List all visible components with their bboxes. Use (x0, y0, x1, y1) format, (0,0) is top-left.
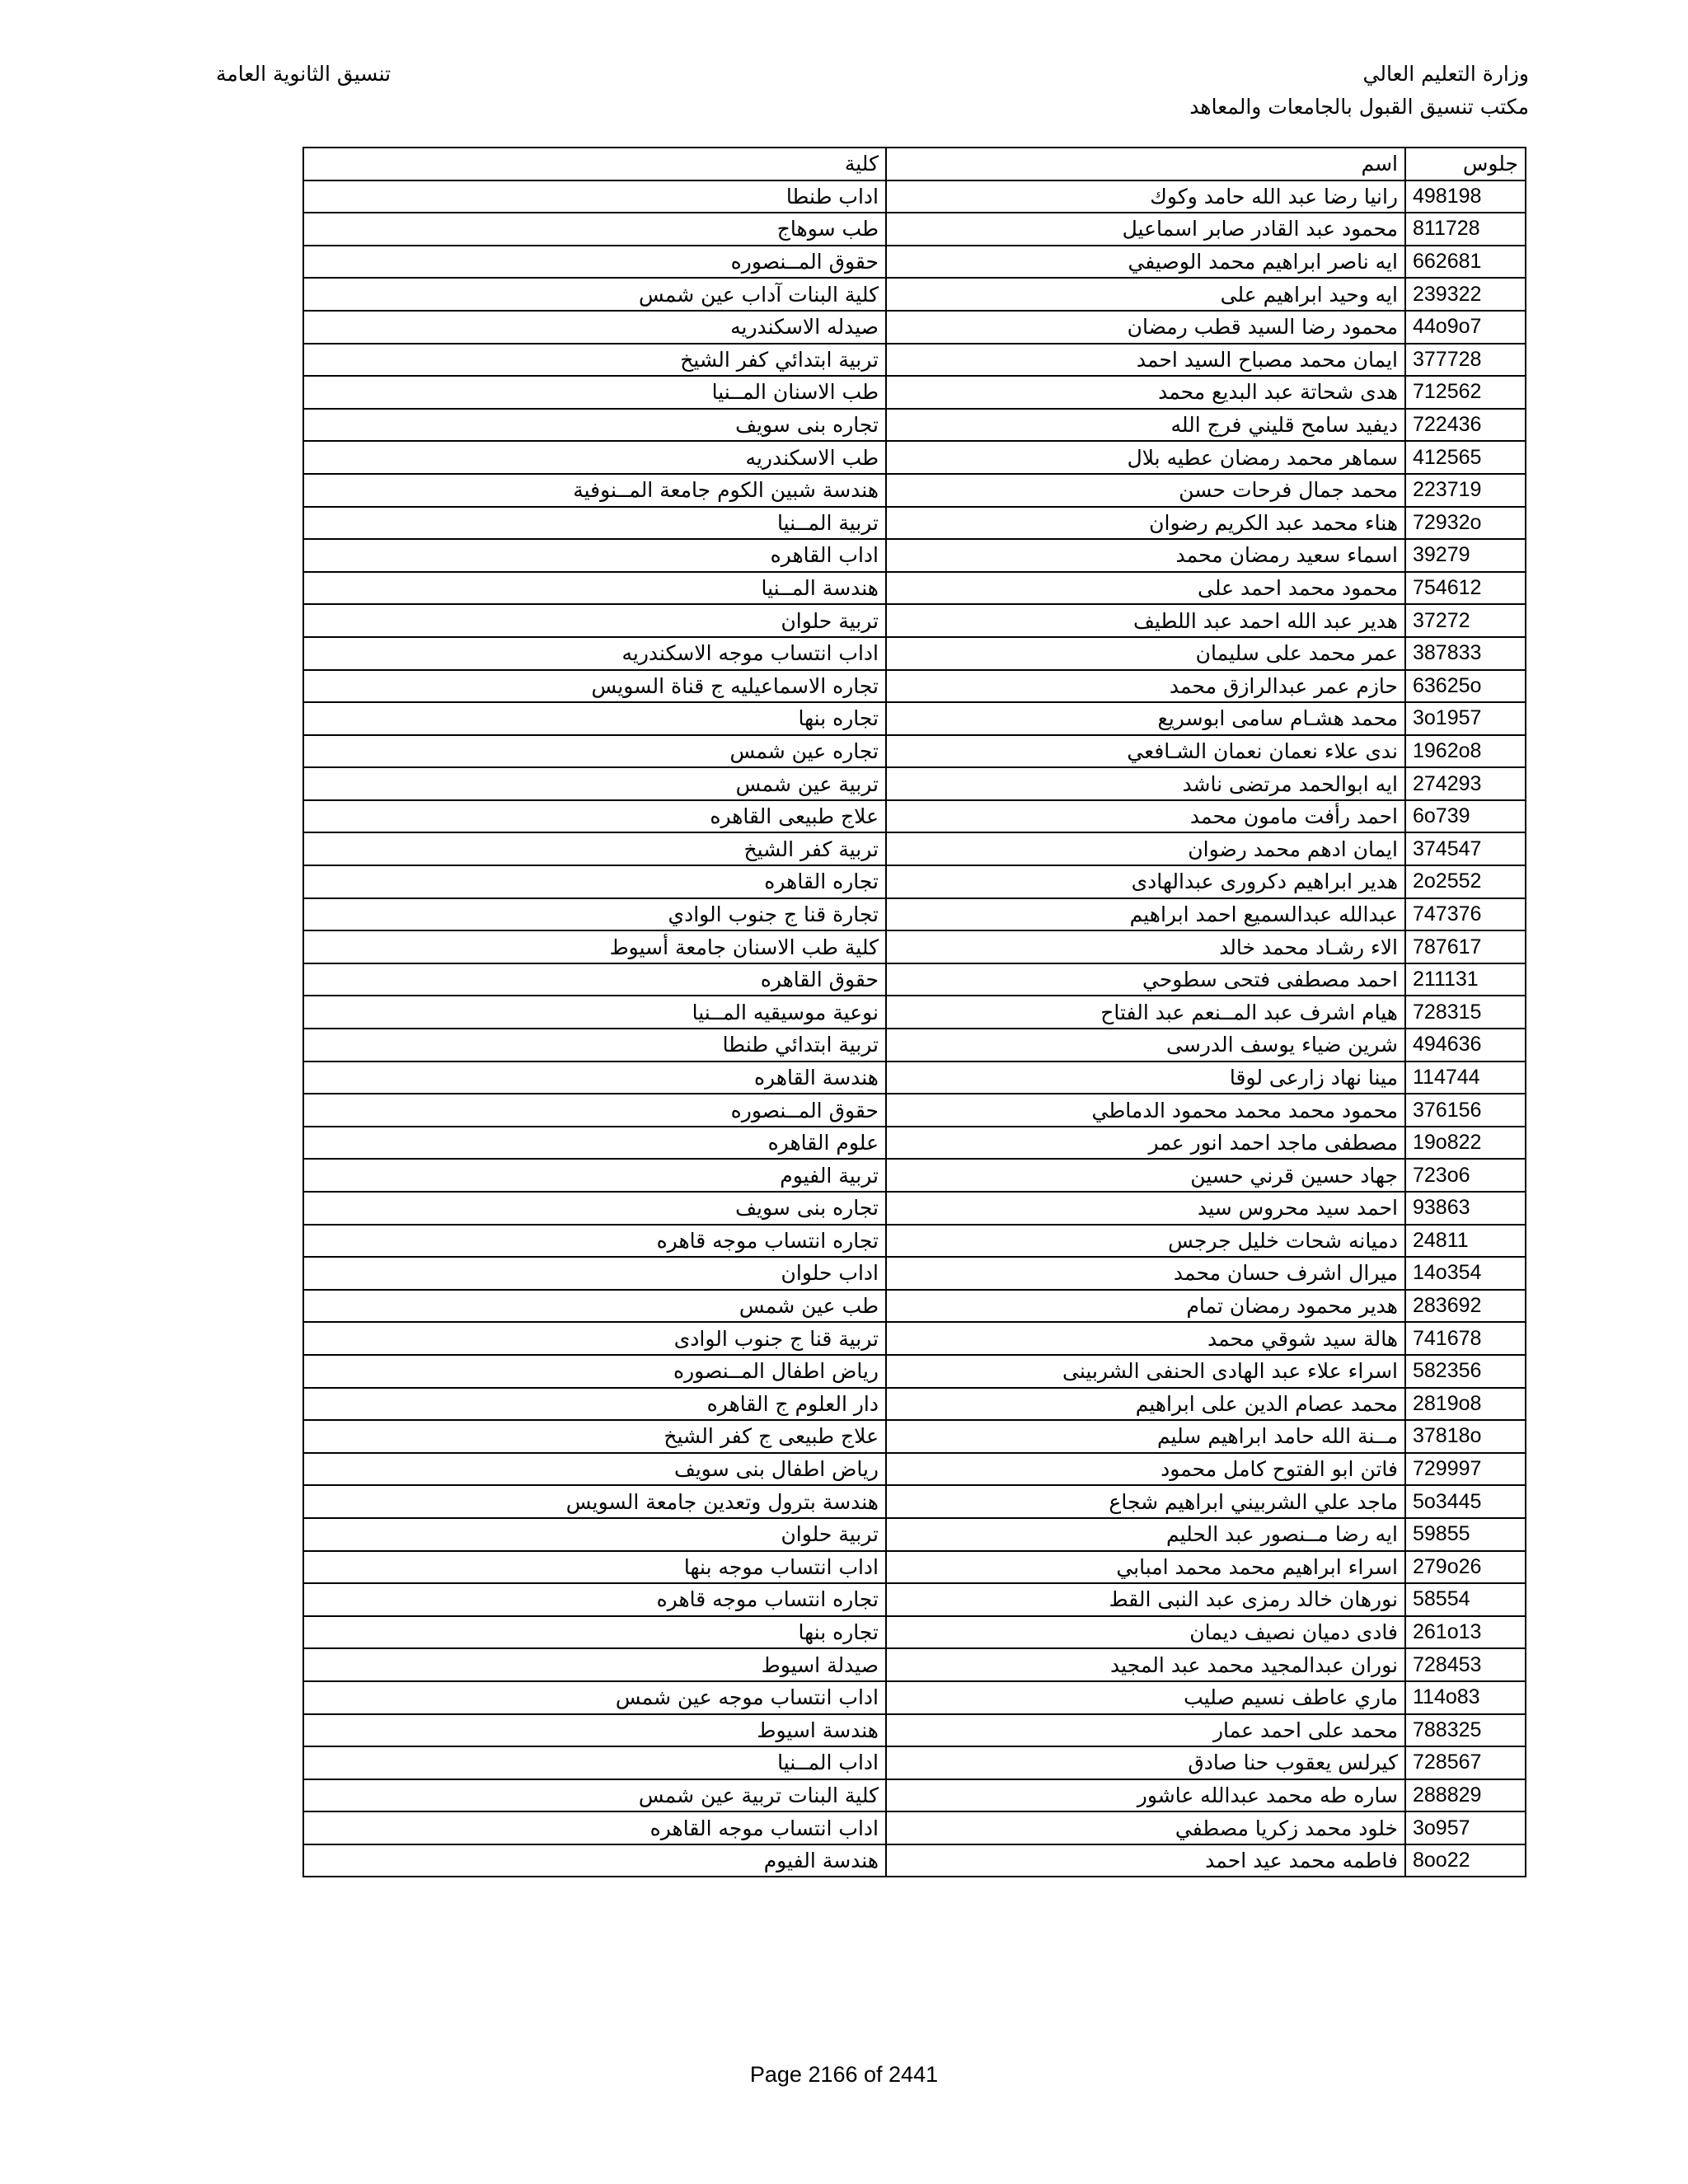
seat-number-cell: 728315 (1405, 996, 1526, 1029)
table-row (303, 1127, 1526, 1160)
seat-number-cell: 376156 (1405, 1094, 1526, 1127)
seat-number-cell: 223719 (1405, 474, 1526, 507)
faculty-cell: تربية حلوان (303, 604, 886, 637)
table-row (303, 246, 1526, 279)
faculty-cell: علاج طبيعى ج كفر الشيخ (303, 1420, 886, 1453)
student-name-cell: هدير ابراهيم دكرورى عبدالهادى (886, 865, 1405, 898)
student-name-cell: ايمان ادهم محمد رضوان (886, 832, 1405, 865)
student-name-cell: محمد هشـام سامى ابوسريع (886, 702, 1405, 735)
faculty-cell: تجاره بنى سويف (303, 1192, 886, 1225)
table-row (303, 963, 1526, 996)
table-row (303, 930, 1526, 963)
student-name-cell: نوران عبدالمجيد محمد عبد المجيد (886, 1648, 1405, 1681)
seat-number-cell: 6o739 (1405, 800, 1526, 833)
seat-number-cell: 283692 (1405, 1290, 1526, 1323)
seat-number-cell: 211131 (1405, 963, 1526, 996)
faculty-cell: علوم القاهره (303, 1127, 886, 1160)
seat-number-cell: 274293 (1405, 767, 1526, 800)
faculty-cell: اداب المــنيا (303, 1746, 886, 1779)
seat-number-cell: 14o354 (1405, 1257, 1526, 1290)
student-name-cell: ماجد علي الشربيني ابراهيم شجاع (886, 1485, 1405, 1518)
seat-number-cell: 728453 (1405, 1648, 1526, 1681)
seat-number-cell: 3o957 (1405, 1811, 1526, 1844)
seat-number-cell: 722436 (1405, 409, 1526, 442)
student-name-cell: محمد جمال فرحات حسن (886, 474, 1405, 507)
faculty-cell: طب الاسنان المــنيا (303, 376, 886, 409)
student-name-cell: حازم عمر عبدالرازق محمد (886, 670, 1405, 703)
student-name-cell: هدير عبد الله احمد عبد اللطيف (886, 604, 1405, 637)
table-row (303, 702, 1526, 735)
seat-number-cell: 288829 (1405, 1779, 1526, 1812)
table-row (303, 637, 1526, 670)
seat-number-cell: 59855 (1405, 1518, 1526, 1551)
student-name-cell: محمد عصام الدين على ابراهيم (886, 1388, 1405, 1421)
student-name-cell: نورهان خالد رمزى عبد النبى القط (886, 1583, 1405, 1616)
student-name-cell: ايمان محمد مصباح السيد احمد (886, 344, 1405, 377)
faculty-cell: صيدله الاسكندريه (303, 311, 886, 344)
faculty-cell: كلية طب الاسنان جامعة أسيوط (303, 930, 886, 963)
student-name-cell: الاء رشـاد محمد خالد (886, 930, 1405, 963)
table-row (303, 213, 1526, 246)
faculty-cell: اداب حلوان (303, 1257, 886, 1290)
student-name-cell: محمود محمد احمد على (886, 572, 1405, 605)
student-name-cell: اسماء سعيد رمضان محمد (886, 539, 1405, 572)
faculty-cell: تربية كفر الشيخ (303, 832, 886, 865)
student-name-cell: محمود محمد محمد محمود الدماطي (886, 1094, 1405, 1127)
table-row (303, 572, 1526, 605)
seat-number-cell: 2o2552 (1405, 865, 1526, 898)
seat-number-cell: 279o26 (1405, 1551, 1526, 1584)
seat-number-cell: 58554 (1405, 1583, 1526, 1616)
student-name-cell: عمر محمد على سليمان (886, 637, 1405, 670)
faculty-cell: اداب انتساب موجه عين شمس (303, 1681, 886, 1714)
student-name-cell: محمود رضا السيد قطب رمضان (886, 311, 1405, 344)
table-row (303, 278, 1526, 311)
table-row (303, 1714, 1526, 1747)
student-name-cell: احمد رأفت مامون محمد (886, 800, 1405, 833)
seat-number-cell: 412565 (1405, 441, 1526, 474)
seat-number-cell: 1962o8 (1405, 735, 1526, 768)
faculty-cell: هندسة اسيوط (303, 1714, 886, 1747)
faculty-cell: تجارة قنا ج جنوب الوادي (303, 898, 886, 931)
faculty-cell: تجاره الاسماعيليه ج قناة السويس (303, 670, 886, 703)
faculty-cell: تربية المــنيا (303, 507, 886, 540)
student-name-cell: ميرال اشرف حسان محمد (886, 1257, 1405, 1290)
student-name-cell: ايه رضا مــنصور عبد الحليم (886, 1518, 1405, 1551)
seat-number-cell: 787617 (1405, 930, 1526, 963)
table-row (303, 1225, 1526, 1258)
faculty-cell: طب الاسكندريه (303, 441, 886, 474)
faculty-cell: هندسة بترول وتعدين جامعة السويس (303, 1485, 886, 1518)
faculty-cell: تربية ابتدائي كفر الشيخ (303, 344, 886, 377)
office-title: مكتب تنسيق القبول بالجامعات والمعاهد (1189, 95, 1529, 119)
table-row (303, 800, 1526, 833)
student-name-cell: فاطمه محمد عيد احمد (886, 1844, 1405, 1877)
table-row (303, 376, 1526, 409)
faculty-cell: تجاره انتساب موجه قاهره (303, 1225, 886, 1258)
student-name-cell: ماري عاطف نسيم صليب (886, 1681, 1405, 1714)
faculty-cell: تربية قنا ج جنوب الوادى (303, 1322, 886, 1355)
faculty-cell: تجاره بنها (303, 1616, 886, 1649)
table-row (303, 311, 1526, 344)
table-row (303, 1322, 1526, 1355)
faculty-cell: طب سوهاج (303, 213, 886, 246)
table-row (303, 1453, 1526, 1486)
column-header-faculty: كلية (303, 148, 886, 180)
faculty-cell: تجاره بنها (303, 702, 886, 735)
student-name-cell: ديفيد سامح قليني فرج الله (886, 409, 1405, 442)
seat-number-cell: 374547 (1405, 832, 1526, 865)
student-name-cell: اسراء ابراهيم محمد محمد امبابي (886, 1551, 1405, 1584)
seat-number-cell: 39279 (1405, 539, 1526, 572)
student-name-cell: ساره طه محمد عبدالله عاشور (886, 1779, 1405, 1812)
seat-number-cell: 2819o8 (1405, 1388, 1526, 1421)
faculty-cell: رياض اطفال بنى سويف (303, 1453, 886, 1486)
table-row (303, 1159, 1526, 1192)
student-name-cell: عبدالله عبدالسميع احمد ابراهيم (886, 898, 1405, 931)
faculty-cell: تجاره بنى سويف (303, 409, 886, 442)
student-name-cell: مينا نهاد زارعى لوقا (886, 1062, 1405, 1094)
seat-number-cell: 747376 (1405, 898, 1526, 931)
student-name-cell: هالة سيد شوقي محمد (886, 1322, 1405, 1355)
faculty-cell: هندسة القاهره (303, 1062, 886, 1094)
table-row (303, 767, 1526, 800)
faculty-cell: تربية عين شمس (303, 767, 886, 800)
student-name-cell: هدير محمود رمضان تمام (886, 1290, 1405, 1323)
faculty-cell: حقوق المــنصوره (303, 246, 886, 279)
seat-number-cell: 3o1957 (1405, 702, 1526, 735)
seat-number-cell: 662681 (1405, 246, 1526, 279)
faculty-cell: نوعية موسيقيه المــنيا (303, 996, 886, 1029)
student-name-cell: سماهر محمد رمضان عطيه بلال (886, 441, 1405, 474)
seat-number-cell: 44o9o7 (1405, 311, 1526, 344)
table-row (303, 1616, 1526, 1649)
table-row (303, 996, 1526, 1029)
table-row (303, 1192, 1526, 1225)
seat-number-cell: 723o6 (1405, 1159, 1526, 1192)
faculty-cell: حقوق المــنصوره (303, 1094, 886, 1127)
faculty-cell: دار العلوم ج القاهره (303, 1388, 886, 1421)
seat-number-cell: 582356 (1405, 1355, 1526, 1388)
seat-number-cell: 24811 (1405, 1225, 1526, 1258)
seat-number-cell: 19o822 (1405, 1127, 1526, 1160)
admissions-table-body (303, 148, 1526, 1877)
table-row (303, 832, 1526, 865)
table-row (303, 1094, 1526, 1127)
seat-number-cell: 8oo22 (1405, 1844, 1526, 1877)
faculty-cell: علاج طبيعى القاهره (303, 800, 886, 833)
seat-number-cell: 114744 (1405, 1062, 1526, 1094)
coordination-title: تنسيق الثانوية العامة (216, 62, 392, 86)
faculty-cell: حقوق القاهره (303, 963, 886, 996)
faculty-cell: كلية البنات تربية عين شمس (303, 1779, 886, 1812)
table-row (303, 1811, 1526, 1844)
table-row (303, 1062, 1526, 1094)
seat-number-cell: 5o3445 (1405, 1485, 1526, 1518)
table-row (303, 1779, 1526, 1812)
student-name-cell: هدى شحاتة عبد البديع محمد (886, 376, 1405, 409)
table-row (303, 344, 1526, 377)
student-name-cell: كيرلس يعقوب حنا صادق (886, 1746, 1405, 1779)
student-name-cell: محمد على احمد عمار (886, 1714, 1405, 1747)
seat-number-cell: 494636 (1405, 1029, 1526, 1062)
faculty-cell: اداب انتساب موجه الاسكندريه (303, 637, 886, 670)
faculty-cell: اداب انتساب موجه القاهره (303, 1811, 886, 1844)
column-header-seat: جلوس (1405, 148, 1526, 180)
table-row (303, 1485, 1526, 1518)
faculty-cell: هندسة المــنيا (303, 572, 886, 605)
seat-number-cell: 788325 (1405, 1714, 1526, 1747)
student-name-cell: احمد مصطفى فتحى سطوحي (886, 963, 1405, 996)
table-row (303, 735, 1526, 768)
seat-number-cell: 37272 (1405, 604, 1526, 637)
page-number: Page 2166 of 2441 (749, 2062, 939, 2087)
seat-number-cell: 741678 (1405, 1322, 1526, 1355)
table-row (303, 1029, 1526, 1062)
faculty-cell: طب عين شمس (303, 1290, 886, 1323)
seat-number-cell: 498198 (1405, 180, 1526, 213)
student-name-cell: ايه ابوالحمد مرتضى ناشد (886, 767, 1405, 800)
seat-number-cell: 728567 (1405, 1746, 1526, 1779)
seat-number-cell: 387833 (1405, 637, 1526, 670)
seat-number-cell: 712562 (1405, 376, 1526, 409)
faculty-cell: اداب طنطا (303, 180, 886, 213)
seat-number-cell: 811728 (1405, 213, 1526, 246)
table-row (303, 1648, 1526, 1681)
faculty-cell: تربية ابتدائي طنطا (303, 1029, 886, 1062)
student-name-cell: مصطفى ماجد احمد انور عمر (886, 1127, 1405, 1160)
student-name-cell: خلود محمد زكريا مصطفي (886, 1811, 1405, 1844)
student-name-cell: محمود عبد القادر صابر اسماعيل (886, 213, 1405, 246)
table-row (303, 507, 1526, 540)
faculty-cell: هندسة شبين الكوم جامعة المــنوفية (303, 474, 886, 507)
faculty-cell: كلية البنات آداب عين شمس (303, 278, 886, 311)
student-name-cell: جهاد حسين قرني حسين (886, 1159, 1405, 1192)
table-row (303, 1257, 1526, 1290)
table-row (303, 1551, 1526, 1584)
faculty-cell: صيدلة اسيوط (303, 1648, 886, 1681)
faculty-cell: هندسة الفيوم (303, 1844, 886, 1877)
seat-number-cell: 261o13 (1405, 1616, 1526, 1649)
table-row (303, 1355, 1526, 1388)
admissions-table (302, 147, 1526, 1877)
student-name-cell: هيام اشرف عبد المــنعم عبد الفتاح (886, 996, 1405, 1029)
seat-number-cell: 72932o (1405, 507, 1526, 540)
table-row (303, 898, 1526, 931)
faculty-cell: تجاره القاهره (303, 865, 886, 898)
table-row (303, 604, 1526, 637)
faculty-cell: رياض اطفال المــنصوره (303, 1355, 886, 1388)
faculty-cell: تربية حلوان (303, 1518, 886, 1551)
table-row (303, 180, 1526, 213)
faculty-cell: اداب انتساب موجه بنها (303, 1551, 886, 1584)
seat-number-cell: 93863 (1405, 1192, 1526, 1225)
faculty-cell: اداب القاهره (303, 539, 886, 572)
student-name-cell: دميانه شحات خليل جرجس (886, 1225, 1405, 1258)
table-row (303, 1290, 1526, 1323)
faculty-cell: تربية الفيوم (303, 1159, 886, 1192)
table-row (303, 539, 1526, 572)
table-row (303, 1746, 1526, 1779)
student-name-cell: فادى دميان نصيف ديمان (886, 1616, 1405, 1649)
seat-number-cell: 114o83 (1405, 1681, 1526, 1714)
table-row (303, 1388, 1526, 1421)
table-row (303, 865, 1526, 898)
table-header-row (303, 148, 1526, 180)
table-row (303, 1583, 1526, 1616)
table-row (303, 409, 1526, 442)
faculty-cell: تجاره انتساب موجه قاهره (303, 1583, 886, 1616)
table-row (303, 441, 1526, 474)
seat-number-cell: 37818o (1405, 1420, 1526, 1453)
table-row (303, 670, 1526, 703)
student-name-cell: ندى علاء نعمان نعمان الشـافعي (886, 735, 1405, 768)
faculty-cell: تجاره عين شمس (303, 735, 886, 768)
column-header-name: اسم (886, 148, 1405, 180)
student-name-cell: شرين ضياء يوسف الدرسى (886, 1029, 1405, 1062)
student-name-cell: احمد سيد محروس سيد (886, 1192, 1405, 1225)
student-name-cell: رانيا رضا عبد الله حامد وكوك (886, 180, 1405, 213)
table-row (303, 1844, 1526, 1877)
seat-number-cell: 729997 (1405, 1453, 1526, 1486)
student-name-cell: ايه وحيد ابراهيم على (886, 278, 1405, 311)
seat-number-cell: 63625o (1405, 670, 1526, 703)
student-name-cell: ايه ناصر ابراهيم محمد الوصيفي (886, 246, 1405, 279)
seat-number-cell: 754612 (1405, 572, 1526, 605)
student-name-cell: اسراء علاء عبد الهادى الحنفى الشربينى (886, 1355, 1405, 1388)
seat-number-cell: 377728 (1405, 344, 1526, 377)
ministry-title: وزارة التعليم العالي (1362, 62, 1529, 86)
table-row (303, 474, 1526, 507)
table-row (303, 1420, 1526, 1453)
student-name-cell: مــنة الله حامد ابراهيم سليم (886, 1420, 1405, 1453)
seat-number-cell: 239322 (1405, 278, 1526, 311)
student-name-cell: فاتن ابو الفتوح كامل محمود (886, 1453, 1405, 1486)
table-row (303, 1518, 1526, 1551)
table-row (303, 1681, 1526, 1714)
student-name-cell: هناء محمد عبد الكريم رضوان (886, 507, 1405, 540)
